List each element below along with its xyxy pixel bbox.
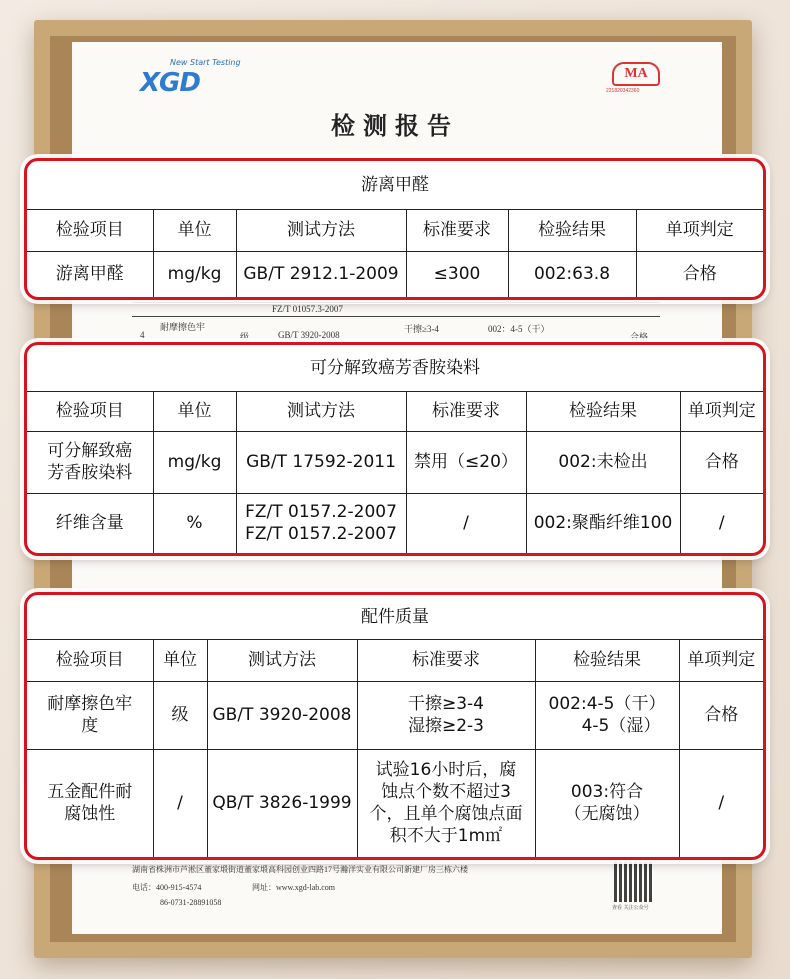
header-judgement: 单项判定 (636, 209, 763, 251)
cell-item-line: 腐蚀性 (64, 804, 116, 825)
header-unit: 单位 (153, 391, 236, 431)
header-method: 测试方法 (207, 639, 357, 681)
bg-row-no: 4 (140, 330, 145, 340)
cell-result (535, 749, 679, 857)
cell-item: 游离甲醛 (27, 251, 153, 297)
cell-item-line: 度 (81, 716, 99, 736)
qr-code-icon (614, 862, 654, 902)
table-row (27, 749, 763, 857)
cma-number: 221820342360 (606, 88, 640, 94)
cell-item-line: 芳香胺染料 (47, 463, 133, 483)
footer-address: 湖南省株洲市芦淞区董家塅街道董家塅高科园创业四路17号瀚洋实业有限公司新建厂房三栋六楼 (132, 865, 468, 874)
cell-unit: 级 (153, 681, 207, 749)
cell-result-line: （无腐蚀） (564, 804, 650, 825)
cell-result-line: 003:符合 (570, 782, 644, 803)
cell-req-line: 试验16小时后，腐 (375, 760, 517, 781)
bg-row-method: FZ/T 01057.3-2007 (272, 304, 343, 314)
cell-item-line: 耐摩擦色牢 (47, 693, 133, 714)
cell-judgement: 合格 (679, 681, 763, 749)
footer-phone2: 86-0731-28891058 (160, 898, 222, 907)
bg-row-method2: GB/T 3920-2008 (278, 330, 340, 340)
header-item: 检验项目 (27, 391, 153, 431)
cell-requirement: ≤300 (406, 251, 508, 297)
cell-req-line: 个，且单个腐蚀点面 (369, 804, 523, 825)
cma-logo: MA (612, 62, 660, 86)
section-title: 可分解致癌芳香胺染料 (27, 345, 763, 391)
cell-method-line: FZ/T 0157.2-2007 (245, 524, 397, 545)
accessory-quality-table (27, 595, 763, 857)
qr-caption: 查看 关注公众号 (612, 905, 649, 911)
table-row (27, 431, 763, 493)
footer-phone: 电话：400-915-4574 (132, 883, 202, 892)
cell-req-line: 干擦≥3-4 (407, 693, 484, 714)
table-row (27, 681, 763, 749)
cell-result: 002:63.8 (508, 251, 636, 297)
header-unit: 单位 (153, 209, 236, 251)
bg-table-line (132, 316, 660, 317)
header-method: 测试方法 (236, 209, 406, 251)
section-title: 配件质量 (27, 595, 763, 639)
cell-result-line: 4-5（湿） (581, 716, 661, 736)
cell-req-line: 积不大于1m㎡ (389, 826, 503, 847)
cell-item (27, 431, 153, 493)
header-requirement: 标准要求 (406, 391, 526, 431)
cell-method (236, 493, 406, 553)
cell-method: GB/T 2912.1-2009 (236, 251, 406, 297)
header-unit: 单位 (153, 639, 207, 681)
table-row (27, 493, 763, 553)
cell-item-line: 可分解致癌 (47, 440, 133, 461)
header-result: 检验结果 (526, 391, 680, 431)
cell-item: 纤维含量 (27, 493, 153, 553)
bg-row-unit: 级 (240, 332, 250, 342)
cell-requirement (357, 749, 535, 857)
cell-requirement (357, 681, 535, 749)
header-requirement: 标准要求 (406, 209, 508, 251)
footer-web: 网址：www.xgd-lab.com (252, 883, 336, 892)
bg-row-result: 002：4-5（干） (488, 324, 550, 334)
header-result: 检验结果 (508, 209, 636, 251)
card-formaldehyde (24, 158, 766, 300)
cell-unit: mg/kg (153, 431, 236, 493)
cell-unit: mg/kg (153, 251, 236, 297)
bg-table-line (132, 302, 660, 303)
brand-tagline: New Start Testing (170, 58, 241, 67)
cell-unit: % (153, 493, 236, 553)
cell-judgement: 合格 (636, 251, 763, 297)
header-item: 检验项目 (27, 209, 153, 251)
cell-requirement: / (406, 493, 526, 553)
cell-result: 002:聚酯纤维100 (526, 493, 680, 553)
report-title: 检测报告 (331, 111, 459, 140)
cell-method: GB/T 3920-2008 (207, 681, 357, 749)
bg-row-req: 干擦≥3-4 (404, 324, 439, 334)
header-judgement: 单项判定 (680, 391, 763, 431)
header-method: 测试方法 (236, 391, 406, 431)
cell-requirement: 禁用（≤20） (406, 431, 526, 493)
bg-row-item: 耐摩擦色牢 (160, 322, 206, 332)
header-judgement: 单项判定 (679, 639, 763, 681)
cell-item-line: 五金配件耐 (47, 782, 133, 803)
cell-method: GB/T 17592-2011 (236, 431, 406, 493)
cell-method-line: FZ/T 0157.2-2007 (245, 502, 397, 523)
cell-judgement: / (679, 749, 763, 857)
cell-judgement: 合格 (680, 431, 763, 493)
bg-row-judge: 合格 (630, 332, 649, 342)
formaldehyde-table (27, 161, 763, 297)
cell-judgement: / (680, 493, 763, 553)
header-result: 检验结果 (535, 639, 679, 681)
cell-unit: / (153, 749, 207, 857)
brand-logo: XGD (140, 68, 200, 98)
cell-req-line: 湿擦≥2-3 (407, 716, 484, 736)
card-accessory-quality (24, 592, 766, 860)
cell-result (535, 681, 679, 749)
cell-item (27, 749, 153, 857)
cell-result: 002:未检出 (526, 431, 680, 493)
cell-item (27, 681, 153, 749)
card-aromatic-amine (24, 342, 766, 556)
aromatic-amine-table (27, 345, 763, 553)
cell-req-line: 蚀点个数不超过3 (381, 782, 511, 803)
cell-method: QB/T 3826-1999 (207, 749, 357, 857)
section-title: 游离甲醛 (27, 161, 763, 209)
header-item: 检验项目 (27, 639, 153, 681)
header-requirement: 标准要求 (357, 639, 535, 681)
cell-result-line: 002:4-5（干） (548, 693, 666, 714)
